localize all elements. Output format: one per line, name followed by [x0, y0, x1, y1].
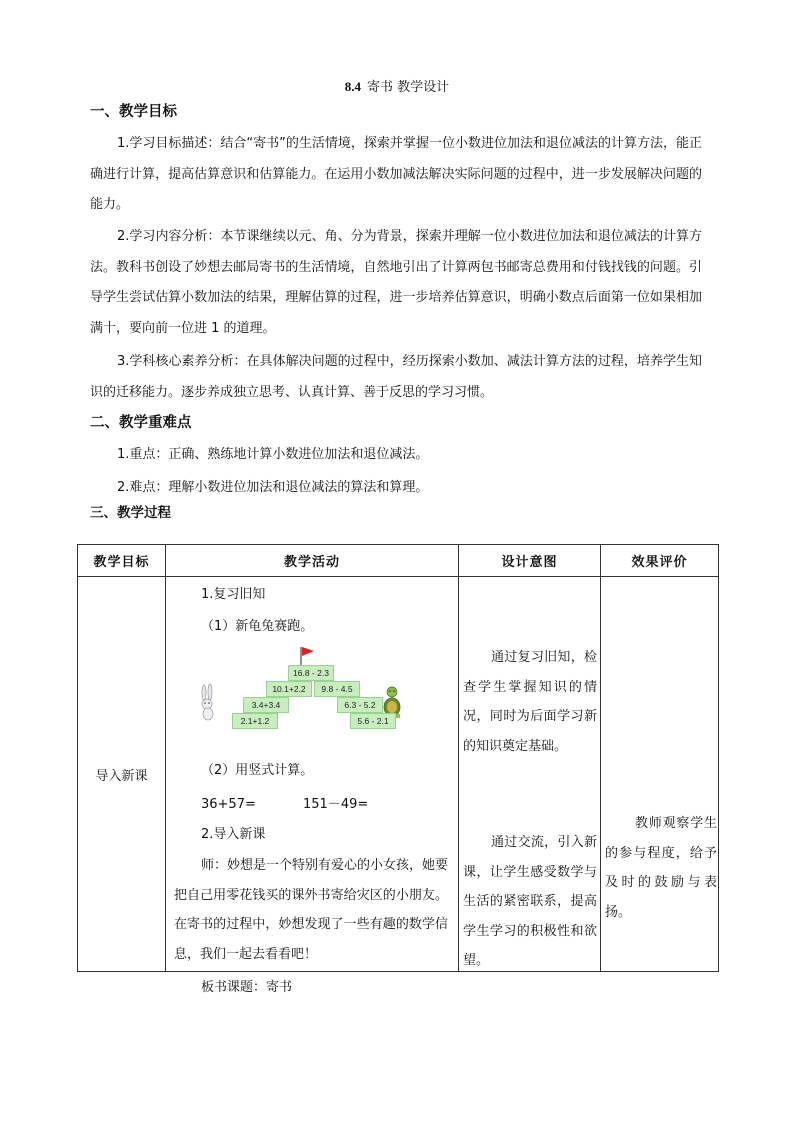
goal-paragraph-3: 3.学科核心素养分析：在具体解决问题的过程中，经历探索小数加、减法计算方法的过程，培养学生知识的迁移能力。逐步养成独立思考、认真计算、善于反思的学习习惯。: [90, 354, 702, 400]
race-box: 16.8 - 2.3: [288, 665, 334, 681]
intent-paragraph-1: 通过复习旧知，检查学生掌握知识的情况，同时为后面学习新的知识奠定基础。: [463, 650, 597, 754]
calc-expression-1: 36+57=: [201, 797, 256, 812]
header-goal: 教学目标: [78, 545, 166, 577]
board-title: 板书课题：寄书: [201, 980, 293, 995]
activity-cell: [166, 577, 459, 995]
goal-paragraph-2: 2.学习内容分析：本节课继续以元、角、分为背景，探索并理解一位小数进位加法和退位减法的计算方法。教科书创设了妙想去邮局寄书的生活情境，自然地引出了计算两包书邮寄总费用和付钱找钱的问题。引导学生尝试估算小数加法的结果，理解估算的过程，进一步培养估算意识，明确小数点后面第一位如果相加满十，要向前一位进 1 的道理。: [90, 229, 702, 336]
section-heading-goals: 一、教学目标: [90, 104, 177, 120]
table-header-row: [78, 545, 719, 577]
intent-cell: [459, 577, 601, 972]
intro-title: 2.导入新课: [201, 827, 266, 842]
race-box: 6.3 - 5.2: [337, 697, 383, 713]
calc-expression-2: 151－49=: [303, 797, 369, 812]
teacher-paragraph: 师：妙想是一个特别有爱心的小女孩，她要把自己用零花钱买的课外书寄给灾区的小朋友。在寄书的过程中，妙想发现了一些有趣的数学信息，我们一起去看看吧！: [174, 858, 449, 962]
key-point-line: 1.重点：正确、熟练地计算小数进位加法和退位减法。: [117, 447, 429, 462]
vertical-calc-label: （2）用竖式计算。: [201, 763, 314, 778]
table-row: [78, 577, 719, 972]
rabbit-icon: [202, 684, 213, 720]
goal-paragraph-1: 1.学习目标描述：结合“寄书”的生活情境，探索并掌握一位小数进位加法和退位减法的计算方法，能正确进行计算，提高估算意识和估算能力。在运用小数加减法解决实际问题的过程中，进一步发展解决问题的能力。: [90, 136, 702, 212]
intent-paragraph-2: 通过交流，引入新课，让学生感受数学与生活的紧密联系，提高学生学习的积极性和欲望。: [463, 835, 597, 968]
evaluation-paragraph: 教师观察学生的参与程度，给予及时的鼓励与表扬。: [605, 816, 717, 920]
header-intent: 设计意图: [459, 545, 601, 577]
race-illustration: [196, 643, 408, 726]
difficulty-line: 2.难点：理解小数进位加法和退位减法的算法和算理。: [117, 480, 429, 495]
teaching-process-table: [77, 544, 719, 995]
race-label: （1）新龟兔赛跑。: [201, 619, 314, 634]
flag-icon: [302, 647, 314, 656]
goal-cell: 导入新课: [78, 577, 166, 972]
page-title: [0, 78, 794, 97]
race-box: 2.1+1.2: [232, 713, 278, 729]
section-heading-process: 三、教学过程: [90, 505, 171, 521]
title-text: 寄书 教学设计: [367, 80, 450, 95]
review-title: 1.复习旧知: [201, 587, 266, 602]
header-activity: 教学活动: [166, 545, 459, 577]
title-number: 8.4: [344, 79, 362, 94]
race-box: 10.1+2.2: [266, 681, 312, 697]
race-box: 5.6 - 2.1: [350, 713, 396, 729]
section-heading-key-points: 二、教学重难点: [90, 415, 192, 431]
header-evaluation: 效果评价: [601, 545, 719, 577]
race-box: 3.4+3.4: [243, 697, 289, 713]
evaluation-cell: [601, 577, 719, 972]
race-box: 9.8 - 4.5: [314, 681, 360, 697]
